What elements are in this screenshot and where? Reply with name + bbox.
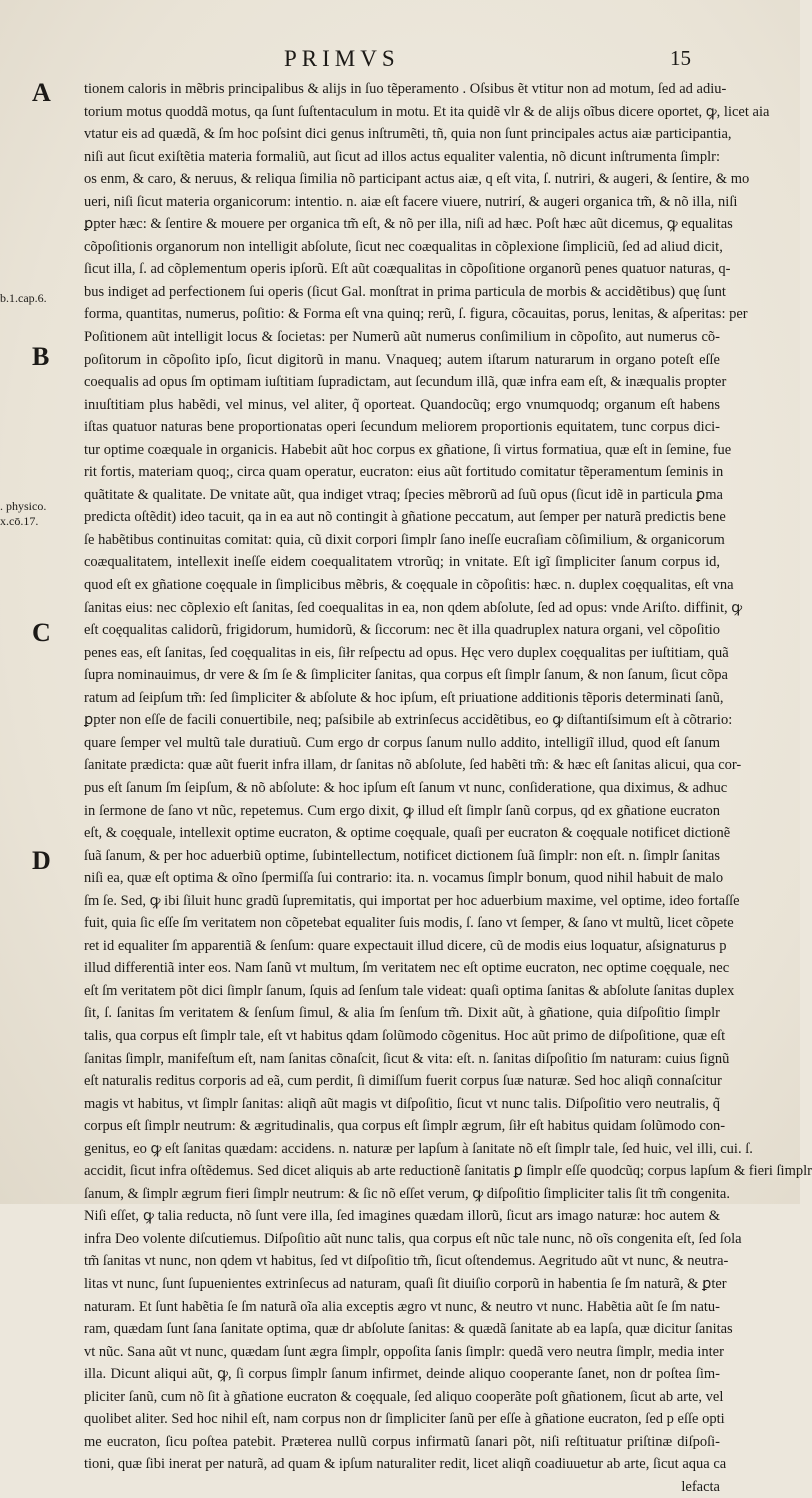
- text-line: Poſitionem aũt intelligit locus & ſocietas: per Numerũ aũt numerus conſimilium in cõpoſito, aut numerus cõ-: [84, 329, 720, 346]
- text-line: ſanitas ſimplr, manifeſtum eſt, nam ſanitas cõnaſcit, ſicut & vita: eſt. n. ſanitas diſpoſitio ſm naturam: cuius ſignũ: [84, 1050, 730, 1067]
- text-line: forma, quantitas, numerus, poſitio: & Forma eſt vna quinq; rerũ, ſ. figura, cõcauitas, porus, lenitas, & aſperitas: per: [84, 306, 748, 323]
- text-line: illa. Dicunt aliqui aũt, ꝙ, ſi corpus ſimplr ſanum infirmet, deinde aliquo cooperante ſanet, non dr poſtea ſim-: [84, 1366, 720, 1383]
- text-line: ꝑpter hæc: & ſentire & mouere per organica tm̃ eſt, & nõ per illa, niſi ad hæc. Poſt hæc aũt dicemus, ꝙ equalitas: [84, 216, 733, 233]
- text-line: naturam. Et ſunt habẽtia ſe ſm naturã oĩa alia exceptis ægro vt nunc, & neutro vt nunc. Habẽtia aũt ſe ſm natu-: [84, 1298, 720, 1315]
- text-line: quare ſemper vel multũ tale duratiuũ. Cum ergo dr corpus ſanum nullo addito, intelligiĩ illud, quod eſt ſanum: [84, 734, 720, 751]
- text-line: me eucraton, ſicu poſtea patebit. Præterea nullũ corpus infirmatũ ſanari põt, niſi reſtituatur priſtinæ diſpoſi-: [84, 1433, 720, 1450]
- section-marker-b: B: [32, 342, 50, 371]
- section-marker-d: D: [32, 846, 51, 875]
- page-header: [0, 46, 800, 76]
- text-line: ratum ad ſeipſum tm̃: ſed ſimpliciter & abſolute & hoc ipſum, eſt priuatione additionis tẽporis determinati ſanũ,: [84, 689, 724, 706]
- text-line: ſanitate prædicta: quæ aũt fuerit infra illam, dr ſanitas nõ abſolute, ſed habẽti tm̃: & hæc eſt ſanitas alicui, qua cor-: [84, 757, 742, 774]
- text-line: os enm, & caro, & neruus, & reliqua ſimilia nõ participant actus aiæ, q eſt vita, ſ. nutriri, & augeri, & ſentire, & mo: [84, 171, 750, 188]
- text-line: eſt coęqualitas calidorũ, frigidorum, humidorũ, & ſiccorum: nec ẽt illa quadruplex natura organi, vel cõpoſitio: [84, 622, 720, 639]
- body-text: [84, 78, 812, 1498]
- text-line: in ſermone de ſano vt nũc, repetemus. Cum ergo dixit, ꝙ illud eſt ſimplr ſanũ corpus, qd ex gñatione eucraton: [84, 802, 720, 819]
- text-line: accidit, ſicut infra oſtẽdemus. Sed dicet aliquis ab arte reductionẽ ſanitatis ꝑ ſimplr eſſe quodcũq; corpus lapſum & fieri ſimplr: [84, 1163, 812, 1180]
- text-line: vtatur eis ad quædã, & ſm hoc poſsint dici genus inſtrumẽti, tñ, quia non ſunt principales actus aiæ participantia,: [84, 126, 732, 143]
- marginal-note: b.1.cap.6.: [0, 291, 47, 305]
- text-line: predicta oſtẽdit) ideo tacuit, qa in ea aut nõ contingit à gñatione peccatum, aut ſemper per naturã predictis bene: [84, 509, 726, 526]
- text-line: ſuã ſanum, & per hoc aduerbiũ optime, ſubintellectum, notificet dictionem ſuã ſimplr: non eſt. n. ſimplr ſanitas: [84, 847, 720, 864]
- text-line: iſtas quatuor naturas bene proportionatas operi ſecundum meliorem proportionis equitatem, tunc corpus dici-: [84, 419, 720, 436]
- text-line: ſupra nominauimus, dr vere & ſm ſe & ſimpliciter ſanitas, qua corpus eſt ſimplr ſanum, & non ſanum, ſicut cõpa: [84, 667, 728, 684]
- page-number: 15: [670, 46, 691, 70]
- text-line: infra Deo volente diſcutiemus. Diſpoſitio aũt nunc talis, qua corpus eſt nũc tale nunc, nõ oĩs congenita eſt, ſed ſola: [84, 1230, 742, 1247]
- text-line: penes eas, eſt ſanitas, ſed coęqualitas in eis, ſiłr reſpectu ad opus. Hęc vero duplex coęqualitas per iuſtitiam, quã: [84, 644, 729, 661]
- text-line: eſt ſm veritatem põt dici ſimplr ſanum, ſquis ad ſenſum tale videat: quaſi optima ſanitas & abſolute ſanitas duplex: [84, 982, 735, 999]
- text-line: quod eſt ex gñatione coęquale in ſimplicibus mẽbris, & coęquale in cõpoſitis: hæc. n. duplex coęqualitas, eſt vna: [84, 577, 734, 594]
- text-line: bus indiget ad perfectionem ſui operis (ſicut Gal. monſtrat in prima particula de morbis & accidẽtibus) quę ſunt: [84, 283, 726, 300]
- text-line: pliciter ſanũ, cum nõ ſit à gñatione eucraton & coęquale, ſed aliquo cooperãte poſt gñationem, ſicut ab arte, vel: [84, 1388, 724, 1405]
- text-line: genitus, eo ꝙ eſt ſanitas quædam: accidens. n. naturæ per lapſum à ſanitate nõ eſt ſimplr tale, ſed huic, vel illi, cui. ſ.: [84, 1140, 753, 1157]
- text-line: tioni, quæ ſibi inerat per naturã, ad quam & ipſum naturaliter redit, licet aliqñ coadiuuetur ab arte, ſicut aqua ca: [84, 1456, 727, 1473]
- text-line: litas vt nunc, ſunt ſupuenientes extrinſecus ad naturam, quaſi ſit diuiſio corporũ in habentia ſe ſm naturã, & ꝑter: [84, 1275, 727, 1292]
- text-line: rit fortis, materiam quoq;, circa quam operatur, eucraton: eius aũt fortitudo comitatur tẽperamentum ſeminis in: [84, 464, 724, 481]
- text-line: ſm ſe. Sed, ꝙ ibi ſiluit hunc gradũ ſupremitatis, qui importat per hoc aduerbium maxime, vel optime, ideo fortaſſe: [84, 892, 740, 909]
- text-line: ſanum, & ſimplr ægrum fieri ſimplr neutrum: & ſic nõ eſſet verum, ꝙ diſpoſitio ſimpliciter talis ſit tm̃ congenita.: [84, 1185, 730, 1202]
- text-line: Niſi eſſet, ꝙ talia reducta, nõ ſunt vere illa, ſed imagines quædam illorũ, ſicut ars imago naturæ: hoc autem &: [84, 1208, 720, 1225]
- text-line: ram, quædam ſunt ſana ſanitate optima, quæ dr abſolute ſanitas: & quædã ſanitate ab ea lapſa, quæ dicitur ſanitas: [84, 1321, 733, 1338]
- text-line: tur optime coæquale in organicis. Habebit aũt hoc corpus ex gñatione, ſi virtus formatiua, quæ eſt in ſemine, fue: [84, 441, 732, 458]
- text-line: ꝑpter non eſſe de facili conuertibile, neq; paſsibile ab extrinſecus accidẽtibus, eo ꝙ diſtantiſsimum eſt à cõtrario:: [84, 712, 733, 729]
- text-line: tionem caloris in mẽbris principalibus & alijs in ſuo tẽperamento . Oſsibus ẽt vtitur non ad motum, ſed ad adiu-: [84, 81, 727, 97]
- text-line: cõpoſitionis organorum non intelligit abſolute, ſicut nec coæqualitas in cõplexione ſimpliciũ, ſed ad aliud dicit,: [84, 238, 723, 255]
- section-marker-c: C: [32, 618, 51, 647]
- text-line: vt nũc. Sana aũt vt nunc, quædam ſunt ægra ſimplr, oppoſita ſanis ſimplr: quedã vero neutra ſimplr, media inter: [84, 1343, 724, 1360]
- text-line: corpus eſt ſimplr neutrum: & ægritudinalis, qua corpus eſt ſimplr ægrum, ſiłr eſt habitus quidam ſolũmodo con-: [84, 1118, 726, 1135]
- catchword: lefacta: [681, 1478, 720, 1495]
- text-line: magis vt habitus, vt ſimplr ſanitas: aliqñ aũt magis vt diſpoſitio, ſicut vt nunc talis. Diſpoſitio vero neutralis, q̃: [84, 1095, 720, 1112]
- marginal-note: . physico. x.cō.17.: [0, 499, 47, 528]
- text-line: coæqualitatem, intellexit ineſſe eidem coequalitatem vtrorũq; in vnitate. Eſt igĩ ſimpliciter ſanum corpus id,: [84, 554, 720, 571]
- running-head: PRIMVS: [284, 46, 400, 71]
- text-line: eſt, & coęquale, intellexit optime eucraton, & optime coęquale, quaſi per eucraton & coęquale notificet dictionẽ: [84, 825, 731, 842]
- text-line: pus eſt ſanum ſm ſeipſum, & nõ abſolute: & hoc ipſum eſt ſanum vt nunc, conſideratione, qua diximus, & adhuc: [84, 779, 728, 796]
- text-line: ſanitas eius: nec cõplexio eſt ſanitas, ſed coequalitas in ea, non qdem abſolute, ſed ad opus: vnde Ariſto. diffinit, ꝙ: [84, 599, 743, 616]
- text-line: fuit, quia ſic eſſe ſm veritatem non cõpetebat equaliter ſuis modis, ſ. ſano vt ſemper, & ſano vt multũ, licet cõpete: [84, 915, 734, 932]
- text-line: ret id equaliter ſm apparentiã & ſenſum: quare expectauit illud dicere, cũ de modis eius loquatur, aſsignaturus p: [84, 937, 727, 954]
- text-line: tm̃ ſanitas vt nunc, non qdem vt habitus, ſed vt diſpoſitio tm̃, ſicut oſtendemus. Aegritudo aũt vt nunc, & neutra-: [84, 1253, 729, 1270]
- text-line: quãtitate & qualitate. De vnitate aũt, qua indiget vtraq; ſpecies mẽbrorũ ad ſuũ opus (ſicut idẽ in particula ꝑma: [84, 486, 723, 503]
- text-line: talis, qua corpus eſt ſimplr tale, eſt vt habitus qdam ſolũmodo cõgenitus. Hoc aũt primo de diſpoſitione, quæ eſt: [84, 1027, 726, 1044]
- text-line: ſit, ſ. ſanitas ſm veritatem & ſenſum ſimul, & alia ſm ſenſum tm̃. Dixit aũt, à gñatione, quia diſpoſitio ſimplr: [84, 1005, 720, 1022]
- text-line: ſe habẽtibus continuitas comitat: quia, cũ dixit corpori ſimplr ſano ineſſe eucraſiam cõſimilium, & organicorum: [84, 531, 725, 548]
- text-line: ueri, niſi ſicut materia organicorum: intentio. n. aiæ eſt facere viuere, nutrirí, & augeri organica tm̃, & nõ illa, niſi: [84, 193, 738, 210]
- section-marker-a: A: [32, 78, 51, 107]
- text-line: quolibet aliter. Sed hoc nihil eſt, nam corpus non dr ſimpliciter ſanũ per eſſe à gñatione eucraton, ſed p eſſe opti: [84, 1411, 725, 1428]
- text-line: torium motus quoddã motus, qa ſunt ſuſtentaculum in motu. Et ita quidẽ vlr & de alijs oĩbus dicere oportet, ꝙ, licet aia: [84, 103, 770, 120]
- text-line: inıuſtitiam plus habẽdi, vel minus, vel aliter, q̃ oporteat. Quandocũq; ergo vnumquodq; organum eſt habens: [84, 396, 720, 413]
- text-line: niſi aut ſicut exiſtẽtia materia formaliũ, aut ſicut ad illos actus equaliter valentia, nõ dicunt inſtrumenta ſimplr:: [84, 148, 720, 165]
- text-line: poſitorum in cõpoſito ipſo, ſicut digitorũ in manu. Vnaqueq; autem iſtarum naturarum in organo poteſt eſſe: [84, 351, 720, 368]
- text-line: eſt naturalis reditus corporis ad eã, cum perdit, ſi dimiſſum fuerit corpus ſuæ naturæ. Sed hoc aliqñ connaſcitur: [84, 1073, 722, 1090]
- text-line: illud differentiã inter eos. Nam ſanũ vt multum, ſm veritatem nec eſt optime eucraton, nec optime coęquale, nec: [84, 960, 730, 977]
- text-line: coequalis ad opus ſm optimam iuſtitiam ſupradictam, aut ſecundum illã, quæ infra eam eſt, & inæqualis propter: [84, 374, 727, 391]
- text-line: ſicut illa, ſ. ad cõplementum operis ipſorũ. Eſt aũt coæqualitas in cõpoſitione organorũ penes quatuor naturas, q-: [84, 261, 731, 278]
- text-line: niſi ea, quæ eſt optima & oĩno ſpermiſſa ſui contrario: ita. n. vocamus ſimplr bonum, quod nihil habuit de malo: [84, 870, 724, 887]
